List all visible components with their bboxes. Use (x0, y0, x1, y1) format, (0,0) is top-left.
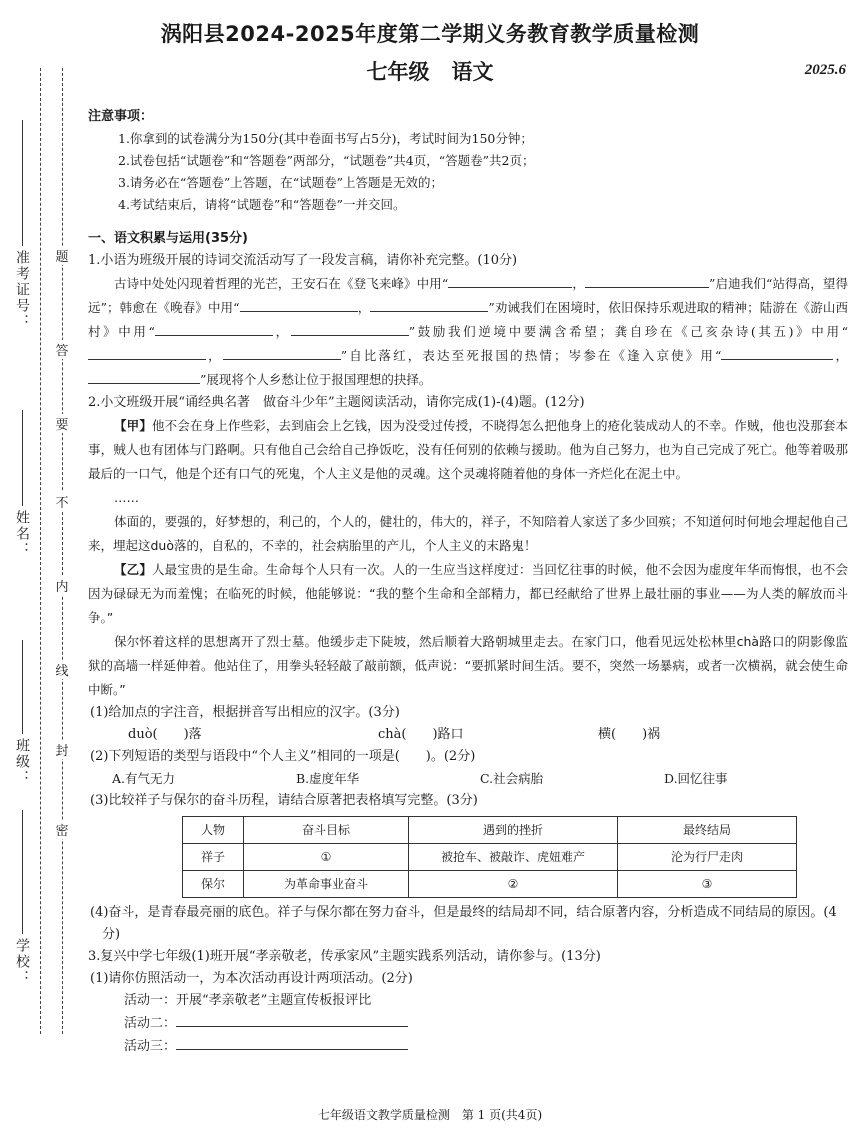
table-cell: 沦为行尸走肉 (618, 844, 797, 871)
seal-char: 要 (54, 414, 70, 433)
subquestion-1: (1)给加点的字注音，根据拼音写出相应的汉字。(3分) (90, 705, 400, 720)
table-cell[interactable]: ② (409, 871, 618, 898)
activity-3-blank[interactable] (176, 1035, 408, 1050)
table-cell[interactable]: ③ (618, 871, 797, 898)
note-item: 1.你拿到的试卷满分为150分(其中卷面书写占5分)，考试时间为150分钟； (118, 131, 533, 146)
answer-blank[interactable] (240, 297, 358, 312)
pinyin-row (88, 724, 848, 746)
question-3-stem: 3.复兴中学七年级(1)班开展“孝亲敬老，传承家风”主题实践系列活动，请你参与。(13分) (88, 949, 601, 964)
table-row (183, 871, 797, 898)
name-field[interactable] (22, 410, 23, 506)
q3-subquestion-1: (1)请你仿照活动一，为本次活动再设计两项活动。(2分) (90, 971, 413, 986)
seal-char: 线 (54, 660, 70, 679)
table-cell: 祥子 (183, 844, 244, 871)
activity-2: 活动二： (88, 1012, 848, 1035)
section-heading: 一、语文积累与运用(35分) (88, 231, 248, 246)
seal-char: 不 (54, 492, 70, 511)
seal-char: 封 (54, 740, 70, 759)
answer-blank[interactable] (88, 369, 200, 384)
activity-3: 活动三： (88, 1035, 848, 1058)
activity-2-blank[interactable] (176, 1012, 408, 1027)
seal-char: 内 (54, 576, 70, 595)
table-header-row (183, 817, 797, 844)
subject-label: 语文 (451, 60, 494, 84)
exam-content (88, 106, 848, 1058)
note-item: 4.考试结束后，请将“试题卷”和“答题卷”一并交回。 (118, 197, 406, 212)
pinyin-item[interactable]: chà( )路口 (378, 727, 464, 742)
question-1-stem: 1.小语为班级开展的诗词交流活动写了一段发言稿，请你补充完整。(10分) (88, 253, 518, 268)
choice-options (88, 768, 848, 790)
table-cell[interactable]: ① (244, 844, 409, 871)
answer-blank[interactable] (585, 273, 709, 288)
passage-jia-2: 体面的，要强的，好梦想的，利己的，个人的，健壮的，伟大的，祥子，不知陪着人家送了多少回殡；不知道何时何地会埋起他自己来，埋起这duò落的，自私的，不幸的，社会病胎里的产儿，个人主义的末路鬼！ (88, 514, 848, 553)
option-a[interactable]: A.有气无力 (112, 771, 176, 786)
pinyin-item[interactable]: 横( )祸 (598, 727, 661, 742)
table-cell: 为革命事业奋斗 (244, 871, 409, 898)
seal-char: 题 (54, 246, 70, 265)
passage-ellipsis: …… (114, 490, 139, 505)
comparison-table (182, 816, 797, 898)
table-header: 最终结局 (618, 817, 797, 844)
passage-yi-2: 保尔怀着这样的思想离开了烈士墓。他缓步走下陡坡，然后顺着大路朝城里走去。在家门口，他看见远处松林里chà路口的阴影像监狱的高墙一样延伸着。他站住了，用拳头轻轻敲了敲前额，低声说：“要抓紧时间生活。要不，突然一场暴病，或者一次横祸，就会使生命中断。” (88, 634, 848, 697)
note-item: 3.请务必在“答题卷”上答题，在“试题卷”上答题是无效的； (118, 175, 443, 190)
table-header: 奋斗目标 (244, 817, 409, 844)
subquestion-4: (4)奋斗，是青春最亮丽的底色。祥子与保尔都在努力奋斗，但是最终的结局却不同，结合原著内容，分析造成不同结局的原因。(4分) (90, 905, 837, 942)
answer-blank[interactable] (291, 321, 409, 336)
table-header: 遇到的挫折 (409, 817, 618, 844)
passage-yi-1: 【乙】人最宝贵的是生命。生命每个人只有一次。人的一生应当这样度过：当回忆往事的时候，他不会因为虚度年华而悔恨，也不会因为碌碌无为而羞愧；在临死的时候，他能够说：“我的整个生命和全部精力，都已经献给了世界上最壮丽的事业——为人类的解放而斗争。” (88, 562, 848, 625)
binding-line-inner (62, 68, 63, 1034)
exam-date: 2025.6 (804, 62, 846, 78)
seal-char: 答 (54, 340, 70, 359)
binding-line-outer (40, 68, 41, 1034)
option-b[interactable]: B.虚度年华 (296, 771, 360, 786)
question-1-body: 古诗中处处闪现着哲理的光芒，王安石在《登飞来峰》中用“ ， ”启迪我们“站得高，望得远”；韩愈在《晚春》中用“ ， ”劝诫我们在困境时，依旧保持乐观进取的精神；陆游在《游山西村》中用“ ， ”鼓励我们逆境中要满含希望；龚自珍在《己亥杂诗(其五)》中用“， ”自比落红，表达至死报国的热情；岑参在《逢入京使》用“ ，”展现将个人乡愁让位于报国理想的抉择。 (88, 272, 848, 392)
notes-heading: 注意事项： (88, 109, 154, 124)
answer-blank[interactable] (370, 297, 488, 312)
name-label: 姓名： (14, 510, 30, 558)
activity-1: 活动一：开展“孝亲敬老”主题宣传板报评比 (124, 993, 372, 1008)
passage-jia-1: 【甲】他不会在身上作些彩，去到庙会上乞钱，因为没受过传授，不晓得怎么把他身上的疮化装成动人的不幸。作贼，他也没那套本事，贼人也有团体与门路啊。只有他自己会给自己挣饭吃，没有任何别的依赖与援助。他为自己努力，也为自己完成了死亡。他等着吸那最后的一口气，他是个还有口气的死鬼，个人主义是他的灵魂。这个灵魂将随着他的身体一齐烂化在泥土中。 (88, 418, 848, 481)
answer-blank[interactable] (223, 345, 341, 360)
exam-title: 涡阳县2024-2025年度第二学期义务教育教学质量检测 (160, 22, 700, 46)
page-footer: 七年级语文教学质量检测 第 1 页(共4页) (317, 1108, 543, 1122)
note-item: 2.试卷包括“试题卷”和“答题卷”两部分，“试题卷”共4页，“答题卷”共2页； (118, 153, 535, 168)
grade-label: 七年级 (366, 60, 430, 84)
answer-blank[interactable] (88, 345, 206, 360)
subquestion-2: (2)下列短语的类型与语段中“个人主义”相同的一项是( )。(2分) (90, 749, 476, 764)
class-field[interactable] (22, 640, 23, 734)
subquestion-3: (3)比较祥子与保尔的奋斗历程，请结合原著把表格填写完整。(3分) (90, 793, 478, 808)
option-c[interactable]: C.社会病胎 (480, 771, 544, 786)
table-cell: 被抢车、被敲诈、虎妞难产 (409, 844, 618, 871)
exam-number-field[interactable] (22, 120, 23, 246)
class-label: 班级： (14, 738, 30, 786)
pinyin-item[interactable]: duò( )落 (128, 727, 202, 742)
table-cell: 保尔 (183, 871, 244, 898)
option-d[interactable]: D.回忆往事 (664, 771, 728, 786)
question-2-stem: 2.小文班级开展“诵经典名著 做奋斗少年”主题阅读活动，请你完成(1)-(4)题。(12分) (88, 395, 585, 410)
exam-subtitle (0, 56, 860, 86)
exam-number-label: 准考证号： (14, 250, 30, 330)
seal-char: 密 (54, 820, 70, 839)
answer-blank[interactable] (448, 273, 572, 288)
table-row (183, 844, 797, 871)
school-field[interactable] (22, 810, 23, 934)
answer-blank[interactable] (721, 345, 833, 360)
school-label: 学校： (14, 938, 30, 986)
table-header: 人物 (183, 817, 244, 844)
answer-blank[interactable] (155, 321, 273, 336)
